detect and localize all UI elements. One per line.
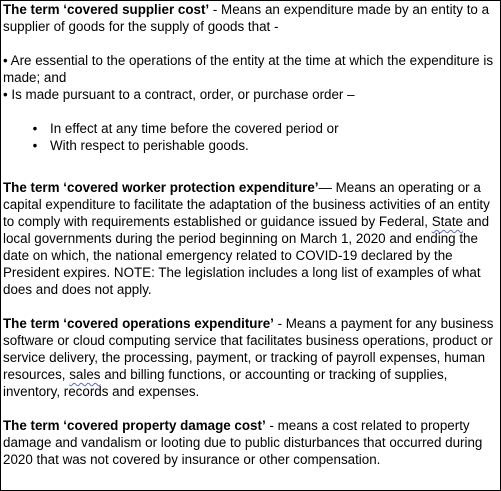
bullet-text: • Are essential to the operations of the entity at the time at which the expenditure is made; and [3, 53, 494, 85]
definition-property-damage [3, 417, 499, 468]
bullet-item [3, 52, 499, 86]
bullet-text: • Is made pursuant to a contract, order, or purchase order – [3, 87, 355, 102]
definition-text: - means a cost related to property damage and vandalism or looting due to public disturbances that occurred during 2020 that was not covered by insurance or other compensation. [3, 418, 483, 467]
term-heading: The term ‘covered property damage cost’ [3, 418, 266, 433]
definition-text: and local governments during the period beginning on March 1, 2020 and ending the date on which, the national emergency related to COVID-19 declared by the President expires. NOTE: The legislation includes a long list of examples of what does and does not apply. [3, 214, 490, 297]
term-heading: The term ‘covered supplier cost’ [3, 2, 210, 17]
definition-text: — Means an operating or a capital expenditure to facilitate the adaptation of the business activities of an entity to comply with requirements established or guidance issued by Federal, [3, 180, 490, 229]
definition-supplier-cost [3, 1, 499, 35]
definition-text: - Means a payment for any business software or cloud computing service that facilitates business operations, product or service delivery, the processing, payment, or tracking of payroll expenses, human resources, [3, 316, 494, 382]
bullet-icon: • [32, 138, 38, 153]
bullet-item [3, 86, 499, 103]
definition-operations-expenditure [3, 315, 499, 400]
term-heading: The term ‘covered worker protection expenditure’ [3, 180, 319, 195]
sub-bullet-text: With respect to perishable goods. [50, 138, 249, 153]
definition-text: - Means an expenditure made by an entity to a supplier of goods for the supply of goods that - [3, 2, 490, 34]
definition-text: and billing functions, or accounting or tracking of supplies, inventory, records and expenses. [3, 367, 448, 399]
sub-bullet-text: In effect at any time before the covered period or [50, 121, 339, 136]
document-body [3, 1, 499, 468]
spellcheck-flag-sales[interactable]: sales [69, 367, 101, 382]
sub-bullet-item [3, 120, 499, 137]
sub-bullet-item [3, 137, 499, 154]
term-heading: The term ‘covered operations expenditure’ [3, 316, 274, 331]
bullet-icon: • [32, 121, 38, 136]
spellcheck-flag-state[interactable]: State [431, 214, 464, 229]
definition-worker-protection [3, 179, 499, 298]
